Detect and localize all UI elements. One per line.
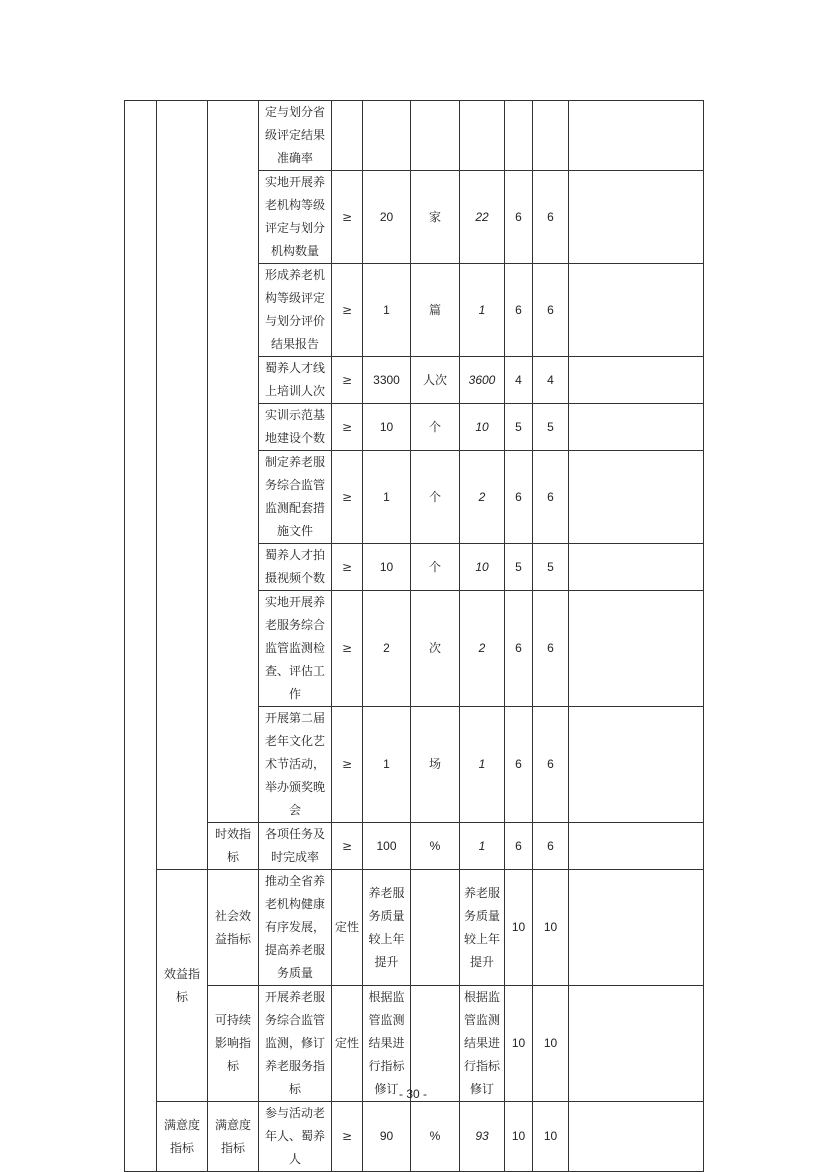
indicator-target: 养老服务质量较上年提升 [363, 870, 411, 986]
indicator-unit: 家 [411, 171, 460, 264]
indicator-note [569, 357, 704, 404]
indicator-weight: 4 [505, 357, 533, 404]
indicator-actual: 2 [460, 591, 505, 707]
indicator-note [569, 591, 704, 707]
indicator-desc: 实训示范基地建设个数 [259, 404, 332, 451]
indicator-weight: 10 [505, 870, 533, 986]
indicator-desc: 参与活动老年人、蜀养人 [259, 1102, 332, 1172]
indicator-target [363, 101, 411, 171]
indicator-op: 定性 [332, 986, 363, 1102]
indicator-note [569, 544, 704, 591]
indicator-score: 6 [533, 591, 569, 707]
indicator-score [533, 101, 569, 171]
performance-indicator-table [124, 100, 704, 1172]
indicator-note [569, 404, 704, 451]
indicator-weight: 6 [505, 823, 533, 870]
indicator-score: 4 [533, 357, 569, 404]
indicator-op: ≥ [332, 264, 363, 357]
level2-cell: 可持续影响指标 [208, 986, 259, 1102]
level1-cell: 满意度指标 [157, 1102, 208, 1172]
indicator-score: 6 [533, 171, 569, 264]
indicator-op: 定性 [332, 870, 363, 986]
indicator-desc: 制定养老服务综合监管监测配套措施文件 [259, 451, 332, 544]
indicator-score: 10 [533, 986, 569, 1102]
indicator-op: ≥ [332, 404, 363, 451]
indicator-score: 10 [533, 870, 569, 986]
level2-cell: 时效指标 [208, 823, 259, 870]
indicator-note [569, 870, 704, 986]
indicator-note [569, 707, 704, 823]
indicator-weight: 6 [505, 451, 533, 544]
indicator-unit: 个 [411, 451, 460, 544]
indicator-weight: 6 [505, 707, 533, 823]
indicator-op [332, 101, 363, 171]
indicator-desc: 开展养老服务综合监管监测，修订养老服务指标 [259, 986, 332, 1102]
indicator-unit [411, 870, 460, 986]
indicator-actual: 93 [460, 1102, 505, 1172]
indicator-unit: 次 [411, 591, 460, 707]
table-row [125, 823, 704, 870]
category-cell [125, 101, 157, 1172]
indicator-target: 根据监管监测结果进行指标修订 [363, 986, 411, 1102]
level2-cell: 社会效益指标 [208, 870, 259, 986]
indicator-target: 100 [363, 823, 411, 870]
level1-cell: 效益指标 [157, 870, 208, 1102]
indicator-weight: 10 [505, 986, 533, 1102]
indicator-unit: 人次 [411, 357, 460, 404]
table-row [125, 1102, 704, 1172]
indicator-actual: 2 [460, 451, 505, 544]
indicator-op: ≥ [332, 707, 363, 823]
indicator-note [569, 1102, 704, 1172]
indicator-actual: 1 [460, 707, 505, 823]
indicator-target: 1 [363, 264, 411, 357]
table-row [125, 870, 704, 986]
indicator-op: ≥ [332, 451, 363, 544]
level2-cell [208, 101, 259, 823]
indicator-score: 6 [533, 451, 569, 544]
indicator-desc: 开展第二届老年文化艺术节活动，举办颁奖晚会 [259, 707, 332, 823]
indicator-unit: % [411, 1102, 460, 1172]
indicator-actual: 1 [460, 264, 505, 357]
indicator-target: 1 [363, 451, 411, 544]
indicator-unit: 场 [411, 707, 460, 823]
indicator-target: 90 [363, 1102, 411, 1172]
indicator-score: 6 [533, 823, 569, 870]
indicator-op: ≥ [332, 823, 363, 870]
indicator-note [569, 986, 704, 1102]
indicator-actual [460, 101, 505, 171]
indicator-note [569, 264, 704, 357]
indicator-target: 3300 [363, 357, 411, 404]
indicator-note [569, 171, 704, 264]
indicator-actual: 1 [460, 823, 505, 870]
indicator-weight: 6 [505, 591, 533, 707]
indicator-desc: 各项任务及时完成率 [259, 823, 332, 870]
indicator-score: 6 [533, 264, 569, 357]
level1-cell [157, 101, 208, 870]
indicator-note [569, 823, 704, 870]
indicator-weight: 6 [505, 264, 533, 357]
indicator-target: 1 [363, 707, 411, 823]
indicator-actual: 根据监管监测结果进行指标修订 [460, 986, 505, 1102]
indicator-desc: 形成养老机构等级评定与划分评价结果报告 [259, 264, 332, 357]
indicator-op: ≥ [332, 544, 363, 591]
level2-cell: 满意度指标 [208, 1102, 259, 1172]
indicator-weight: 5 [505, 404, 533, 451]
indicator-actual: 3600 [460, 357, 505, 404]
page-number: - 30 - [398, 1087, 427, 1101]
indicator-unit: 篇 [411, 264, 460, 357]
table-row [125, 986, 704, 1102]
indicator-target: 2 [363, 591, 411, 707]
indicator-unit: 个 [411, 544, 460, 591]
indicator-score: 10 [533, 1102, 569, 1172]
indicator-target: 10 [363, 544, 411, 591]
indicator-score: 5 [533, 544, 569, 591]
indicator-weight: 10 [505, 1102, 533, 1172]
indicator-actual: 10 [460, 544, 505, 591]
indicator-score: 6 [533, 707, 569, 823]
indicator-desc: 推动全省养老机构健康有序发展，提高养老服务质量 [259, 870, 332, 986]
indicator-desc: 蜀养人才线上培训人次 [259, 357, 332, 404]
indicator-target: 10 [363, 404, 411, 451]
indicator-op: ≥ [332, 357, 363, 404]
indicator-note [569, 451, 704, 544]
indicator-desc: 实地开展养老机构等级评定与划分机构数量 [259, 171, 332, 264]
indicator-unit: % [411, 823, 460, 870]
indicator-weight: 5 [505, 544, 533, 591]
indicator-actual: 养老服务质量较上年提升 [460, 870, 505, 986]
indicator-op: ≥ [332, 591, 363, 707]
indicator-actual: 22 [460, 171, 505, 264]
indicator-weight [505, 101, 533, 171]
indicator-unit [411, 986, 460, 1102]
indicator-op: ≥ [332, 1102, 363, 1172]
indicator-unit: 个 [411, 404, 460, 451]
table-row [125, 101, 704, 171]
indicator-note [569, 101, 704, 171]
indicator-unit [411, 101, 460, 171]
indicator-score: 5 [533, 404, 569, 451]
indicator-desc: 实地开展养老服务综合监管监测检查、评估工作 [259, 591, 332, 707]
indicator-op: ≥ [332, 171, 363, 264]
indicator-actual: 10 [460, 404, 505, 451]
indicator-desc: 定与划分省级评定结果准确率 [259, 101, 332, 171]
indicator-target: 20 [363, 171, 411, 264]
indicator-desc: 蜀养人才拍摄视频个数 [259, 544, 332, 591]
indicator-weight: 6 [505, 171, 533, 264]
